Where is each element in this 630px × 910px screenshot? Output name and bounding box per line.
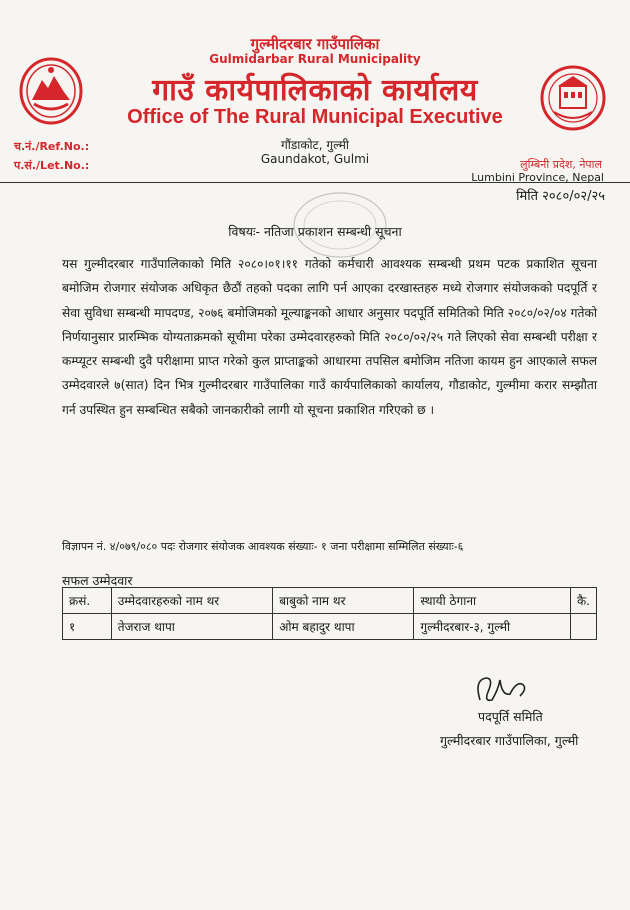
letter-no-label: प.सं./Let.No.: [14, 159, 90, 172]
table-header-row [63, 588, 597, 614]
cell-address: गुल्मीदरबार-३, गुल्मी [414, 614, 571, 640]
advertisement-details: विज्ञापन नं. ४/०७९/०८० पदः रोजगार संयोजक आवश्यक संख्याः- १ जना परीक्षामा सम्मिलित संख्याः-६ [62, 540, 464, 553]
signatory-office: गुल्मीदरबार गाउँपालिका, गुल्मी [440, 733, 579, 748]
address-np: गौंडाकोट, गुल्मी [280, 138, 350, 152]
cell-remarks [570, 614, 596, 640]
cell-candidate-name: तेजराज थापा [111, 614, 272, 640]
office-title-en: Office of The Rural Municipal Executive [127, 106, 503, 128]
successful-candidates-label: सफल उम्मेदवार [62, 573, 133, 588]
header-divider [0, 182, 630, 183]
results-table [62, 587, 597, 640]
province-en: Lumbini Province, Nepal [471, 171, 604, 184]
ref-no-label: च.नं./Ref.No.: [14, 140, 90, 153]
col-candidate-name: उम्मेदवारहरुको नाम थर [111, 588, 272, 614]
handwritten-signature [470, 670, 540, 710]
notice-date: मिति २०८०/०२/२५ [516, 189, 605, 204]
col-serial: क्रसं. [63, 588, 112, 614]
notice-body: यस गुल्मीदरबार गाउँपालिकाको मिति २०८०।०१।११ गतेको कर्मचारी आवश्यक सम्बन्धी प्रथम पटक प्रकाशित सूचना बमोजिम रोजगार संयोजक अधिकृत छैठौं तहको पदका लागि पर्न आएका दरखास्तहरु मध्ये रोजगार संयोजकको पदपूर्ति र सेवा सुविधा सम्बन्धी मापदण्ड, २०७६ बमोजिमको मूल्याङ्कनको आधार अनुसार पदपूर्ति समितिको मिति २०८०/०२/०४ गतेको निर्णयानुसार प्रारम्भिक योग्यताक्रमको सूचीमा परेका उम्मेदवारहरुको मिति २०८०/०२/२५ गते लिएको सेवा सम्बन्धी परीक्षा र कम्प्यूटर सम्बन्धी दुवै परीक्षामा प्राप्त गरेको कुल प्राप्ताङ्कको आधारमा तपसिल बमोजिम नतिजा कायम हुन आएकाले सफल उम्मेदवारले ७(सात) दिन भित्र गुल्मीदरबार गाउँपालिका गाउँ कार्यपालिकाको कार्यालय, गौडाकोट, गुल्मीमा करार सम्झौता गर्न उपस्थित हुन सम्बन्धित सबैको जानकारीको लागी यो सूचना प्रकाशित गरिएको छ । [62, 257, 597, 417]
signatory-committee: पदपूर्ति समिति [478, 709, 543, 724]
office-title-np: गाउँ कार्यपालिकाको कार्यालय [152, 73, 478, 108]
col-permanent-address: स्थायी ठेगाना [414, 588, 571, 614]
municipality-name-np: गुल्मीदरबार गाउँपालिका [250, 35, 380, 53]
col-remarks: कै. [570, 588, 596, 614]
table-row [63, 614, 597, 640]
province-np: लुम्बिनी प्रदेश, नेपाल [520, 158, 602, 171]
notice-subject: विषयः- नतिजा प्रकाशन सम्बन्धी सूचना [228, 224, 402, 239]
cell-serial: १ [63, 614, 112, 640]
cell-father-name: ओम बहादुर थापा [273, 614, 414, 640]
address-en: Gaundakot, Gulmi [260, 152, 370, 166]
municipality-name-en: Gulmidarbar Rural Municipality [209, 52, 421, 66]
col-father-name: बाबुको नाम थर [273, 588, 414, 614]
